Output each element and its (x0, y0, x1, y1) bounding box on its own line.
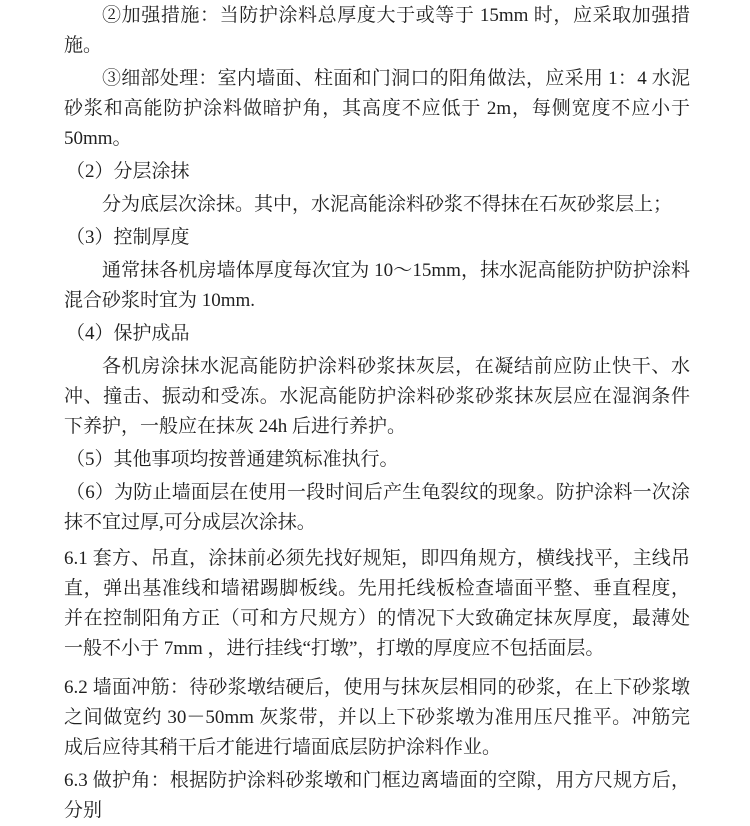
heading-protect-finished-product: （4）保护成品 (66, 323, 190, 344)
paragraph-thickness-control: 通常抹各机房墙体厚度每次宜为 10～15mm，抹水泥高能防护防护涂料混合砂浆时宜为 10mm. (64, 260, 690, 311)
section-6-3-corner-guards: 6.3 做护角：根据防护涂料砂浆墩和门框边离墙面的空隙，用方尺规方后，分别 (64, 770, 690, 821)
paragraph-reinforcement-measures: ②加强措施：当防护涂料总厚度大于或等于 15mm 时，应采取加强措施。 (64, 5, 690, 56)
paragraph-detail-treatment: ③细部处理：室内墙面、柱面和门洞口的阳角做法，应采用 1：4 水泥砂浆和高能防护涂料做暗护角，其高度不应低于 2m，每侧宽度不应小于 50mm。 (64, 68, 690, 149)
paragraph-crack-prevention: （6）为防止墙面层在使用一段时间后产生龟裂纹的现象。防护涂料一次涂抹不宜过厚,可分成层次涂抹。 (64, 482, 690, 533)
section-6-2-wall-screeding: 6.2 墙面冲筋：待砂浆墩结硬后，使用与抹灰层相同的砂浆，在上下砂浆墩之间做宽约 30－50mm 灰浆带，并以上下砂浆墩为准用压尺推平。冲筋完成后应待其稍干后才能进行墙面底层防护涂料作业。 (64, 677, 690, 758)
heading-thickness-control: （3）控制厚度 (66, 227, 190, 248)
heading-layered-application: （2）分层涂抹 (66, 161, 190, 182)
section-6-1-squaring-plumbing: 6.1 套方、吊直，涂抹前必须先找好规矩，即四角规方，横线找平，主线吊直，弹出基准线和墙裙踢脚板线。先用托线板检查墙面平整、垂直程度，并在控制阳角方正（可和方尺规方）的情况下大致确定抹灰厚度，最薄处一般不小于 7mm ，进行挂线“打墩”，打墩的厚度应不包括面层。 (64, 548, 690, 659)
paragraph-other-matters: （5）其他事项均按普通建筑标准执行。 (66, 449, 399, 470)
paragraph-protect-finished-product: 各机房涂抹水泥高能防护涂料砂浆抹灰层，在凝结前应防止快干、水冲、撞击、振动和受冻。水泥高能防护涂料砂浆砂浆抹灰层应在湿润条件下养护，一般应在抹灰 24h 后进行养护。 (64, 356, 690, 437)
paragraph-layered-application: 分为底层次涂抹。其中，水泥高能涂料砂浆不得抹在石灰砂浆层上； (102, 194, 673, 215)
